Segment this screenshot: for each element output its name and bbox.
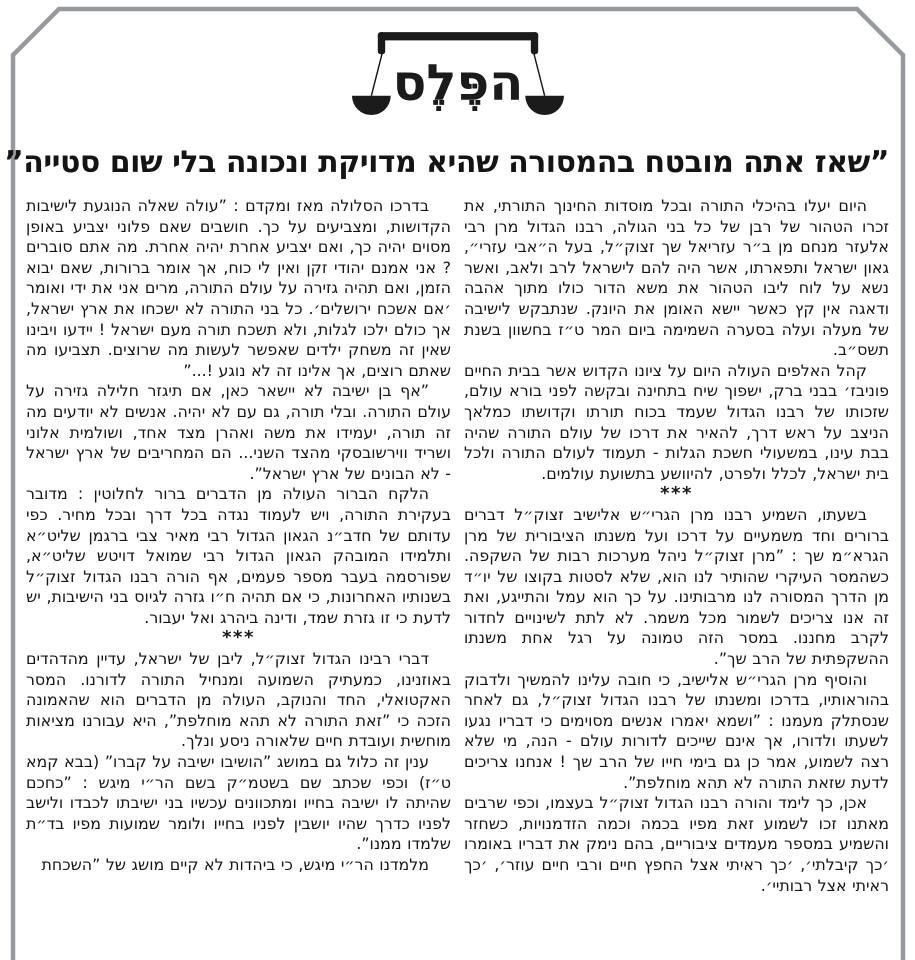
scale-string-right <box>533 52 544 95</box>
scale-pan-right <box>525 96 564 115</box>
scale-string-left <box>371 52 382 95</box>
scale-hook-right <box>530 32 537 54</box>
article-paragraph: בדרכו הסלולה מאז ומקדם : ”עולה שאלה הנוגעת לישיבות הקדושות, ומצביעים על כך. חושבים שאם פלוני יצביע באופן מסוים יהיה כך, ואם יצביע אחרת יהיה אחרת. מה אתם סוברים ? אני אמנם יהודי זקן ואין לי כוח, אך אומר ברורות, שאם יבוא הזמן, ואם תהיה גזירה על עולם התורה, מרים אני את ידי ואומר ׳אם אשכח ירושלים׳. כל בני התורה לא ישכחו את ארץ ישראל, אך כולם ילכו לגלות, ולא תשכח תורה מעם ישראל ! יידעו ויבינו שאין זה משחק ילדים שאפשר לעשות מה שרוצים. תצביעו מה שאתם רוצים, אך אלינו זה לא נוגע !...” <box>26 196 451 380</box>
article-columns <box>26 196 889 896</box>
article-paragraph: בשעתו, השמיע רבנו מרן הגרי״ש אלישיב זצוק״ל דברים ברורים וחד משמעיים על דרכו ועל משנתו הציבורית של מרן הגרא״מ שך : ”מרן זצוק״ל ניהל מערכות רבות של השקפה. כשהמסר העיקרי שהותיר לנו הוא, שלא לסטות בקוצו של יו״ד מן הדרך המסורה לנו מרבותינו. על כך הוא עמל והתייגע, ואת זה אנו צריכים לשמור מכל משמר. לא לתת לשינויים לחדור לקרב מחננו. במסר הזה טמונה על רגל אחת משנתו ההשקפתית של הרב שך”. <box>464 504 889 669</box>
article-paragraph: ענין זה כלול גם במושג ”הושיבו ישיבה על קברו” (בבא קמא ט״ז) וכפי שכתב שם בשטמ״ק בשם הר״י מיגש : ”כחכם שהיתה לו ישיבה בחייו ומתכוונים עכשיו בני ישיבתו לכבדו ולישב לפניו כדרך שהיו יושבין לפניו בחייו ולומר שמועות מפיו בד״ת שלמדו ממנו”. <box>26 752 451 854</box>
scale-beam <box>377 32 537 40</box>
article-paragraph: דברי רבינו הגדול זצוק״ל, ליבן של ישראל, עדיין מהדהדים באוזנינו, כמעתיק השמועה ומנחיל התורה לדורנו. המסר האקטואלי, החד והנוקב, העולה מן הדברים הוא שהאמונה הזכה כי ”זאת התורה לא תהא מוחלפת”, היא עבורנו מציאות מוחשית ועובדת חיים שלאורה ניסע ונלך. <box>26 649 451 751</box>
article-paragraph: הלקח הברור העולה מן הדברים ברור לחלוטין : מדובר בעקירת התורה, ויש לעמוד נגדה בכל דרך ובכל מחיר. כפי עדותם של חדב״נ הגאון הגדול רבי מאיר צבי ברגמן שליט״א ותלמידו המובהק הגאון הגדול רבי שמואל דויטש שליט״א, שפורסמה בעבר מספר פעמים, אף הורה רבנו הגדול זצוק״ל בשנותיו האחרונות, כי אם תהיה ח״ו גזרה לגיוס בני הישיבות, יש לדעת כי זו גזרת שמד, ודינה ביהרג ואל יעבור. <box>26 484 451 627</box>
article-paragraph: מלמדנו הר״י מיגש, כי ביהדות לא קיים מושג של ”השכחת <box>41 855 429 874</box>
section-separator: *** <box>222 627 255 649</box>
column-left <box>26 196 451 896</box>
article-paragraph: קהל האלפים העולה היום על ציונו הקדוש אשר בבית החיים פוניבז׳ בבני ברק, ישפוך שיח בתחינה ובקשה לפני בורא עולם, שזכותו של רבנו הגדול שעמד בכוח תורתו וקדושתו כמלאך הניצב על ראש דרך, להאיר את דרכו של עולם התורה שהיה בבת עינו, במשעולי חשכת הגלות - תעמוד לעולם התורה ולכל בית ישראל, לכלל ולפרט, להיוושע בתשועת עולמים. <box>464 360 889 483</box>
column-right <box>464 196 889 896</box>
logo-text: הפֶּלֶס <box>392 53 523 112</box>
article-paragraph: אכן, כך לימד והורה רבנו הגדול זצוק״ל בעצמו, וכפי שרבים מאתנו זכו לשמוע זאת מפיו בכמה וכמה הזדמנויות, כשחזר והשמיע במספר מעמדים ציבוריים, בהם נימק את דבריו באומרו ׳כך קיבלתי׳, ׳כך ראיתי אצל החפץ חיים ורבי חיים עוזר׳, ׳כך ראיתי אצל רבותיי׳. <box>464 793 889 895</box>
scale-pan-left <box>352 96 391 115</box>
balance-scale-icon <box>352 20 564 129</box>
masthead <box>26 12 889 133</box>
article-paragraph: והוסיף מרן הגרי״ש אלישיב, כי חובה עלינו להמשיך ולדבוק בהוראותיו, בדרכו ומשנתו של רבנו הגדול זצוק״ל, גם לאחר שנסתלק מעמנו : ”ושמא יאמרו אנשים מסוימים כי דבריו נגעו לשעתו ולדורו, אך אינם שייכים לדורות עולם - הנה, מי שלא רצה לשמוע, אמר כן גם בימי חייו של הרב שך ! אנחנו צריכים לדעת שזאת התורה לא תהא מוחלפת”. <box>464 669 889 792</box>
section-separator: *** <box>660 483 693 505</box>
page-content <box>4 12 889 960</box>
scale-hook-left <box>377 32 384 54</box>
article-paragraph: היום יעלו בהיכלי התורה ובכל מוסדות החינוך התורתי, את זכרו הטהור של רבן של כל בני הגולה, רבנו הגדול מרן רבי אלעזר מנחם מן ב״ר עזריאל שך זצוק״ל, בעל ה״אבי עזרי״, גאון ישראל ותפארתו, אשר היה להם לישראל לרב ולאב, ואשר נשא על לוח ליבו הטהור את משא הדור כולו מתוך אהבה ודאגה אין קץ כאשר יישא האומן את היונק. שנתבקש לישיבה של מעלה ועלה בסערה השמימה ביום המר ט״ז בחשוון בשנת תשס״ב. <box>464 196 889 360</box>
article-paragraph: ”אף בן ישיבה לא יישאר כאן, אם תיגזר חלילה גזירה על עולם התורה. ובלי תורה, גם עם לא יהיה. אנשים לא יודעים מה זה תורה, יעמידו את משה ואהרן מצד אחד, ושולמית אלוני ושריד ווירשובסקי מהצד השני... הם המחריבים של ארץ ישראל - לא הבונים של ארץ ישראל”. <box>26 381 451 483</box>
page-title: ”שאז אתה מובטח בהמסורה שהיא מדויקת ונכונה בלי שום סטייה” <box>4 145 889 180</box>
